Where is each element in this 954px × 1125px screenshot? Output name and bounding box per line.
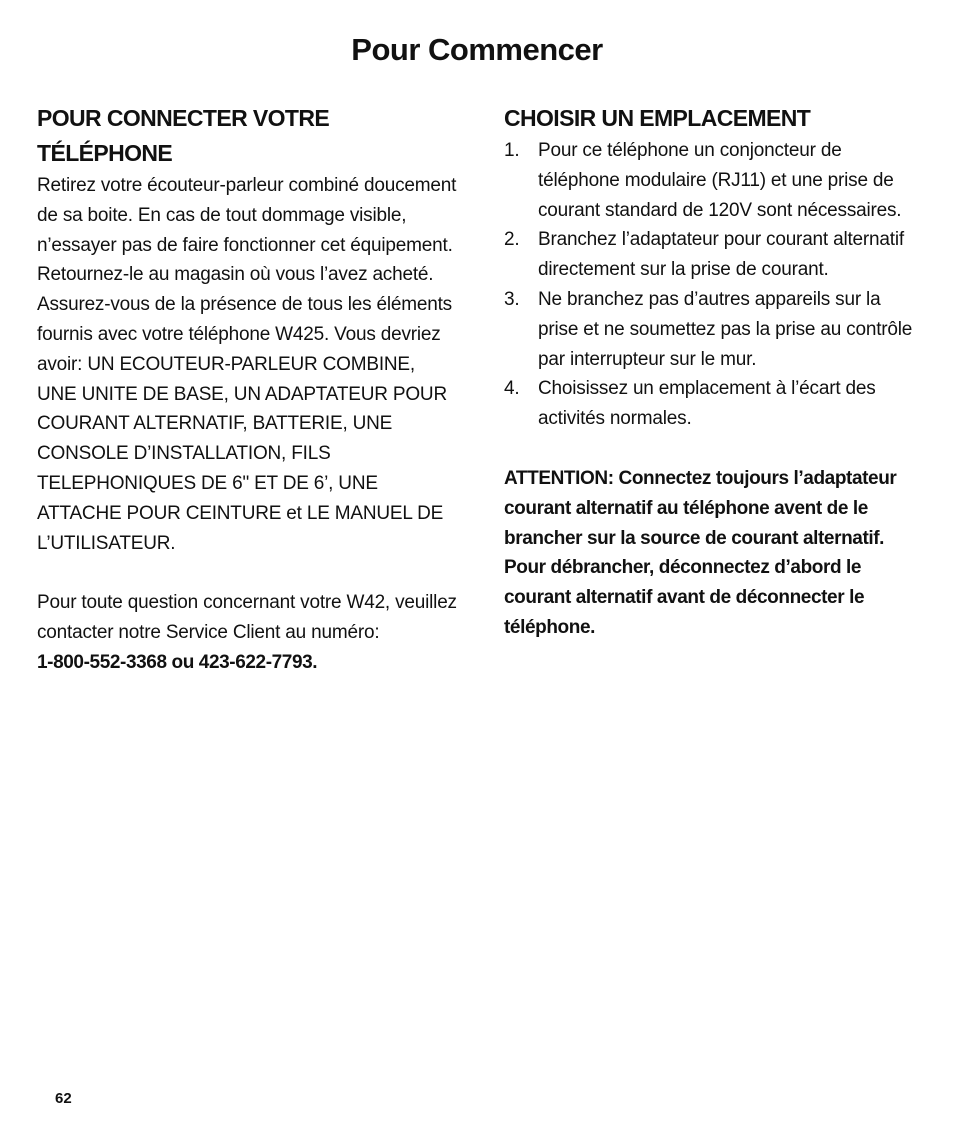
left-column	[37, 101, 457, 678]
heading-line-1: POUR CONNECTER VOTRE	[37, 105, 330, 131]
spacer	[504, 434, 924, 464]
list-item	[504, 136, 924, 225]
list-item-text: Pour ce téléphone un conjoncteur de téléphone modulaire (RJ11) et une prise de courant standard de 120V sont nécessaires.	[538, 140, 902, 221]
attention-warning: ATTENTION: Connectez toujours l’adaptateur courant alternatif au téléphone avent de le brancher sur la source de courant alternatif. Pour débrancher, déconnectez d’abord le courant alternatif avant de déconnecter le téléphone.	[504, 467, 897, 638]
list-item	[504, 374, 924, 434]
list-item-number: 2.	[504, 229, 520, 251]
list-item	[504, 225, 924, 285]
section-heading-connect	[37, 101, 457, 171]
list-item-number: 3.	[504, 288, 520, 310]
right-column	[504, 101, 924, 643]
spacer	[37, 558, 457, 588]
section-heading-location: CHOISIR UN EMPLACEMENT	[504, 105, 811, 131]
heading-line-2: TÉLÉPHONE	[37, 140, 173, 166]
location-steps	[504, 136, 924, 434]
list-item	[504, 285, 924, 374]
list-item-number: 1.	[504, 140, 520, 161]
page-number: 62	[55, 1090, 72, 1107]
page-title: Pour Commencer	[351, 32, 603, 67]
list-item-text: Branchez l’adaptateur pour courant alternatif directement sur la prise de courant.	[538, 229, 904, 281]
list-item-text: Ne branchez pas d’autres appareils sur la prise et ne soumettez pas la prise au contrôle par interrupteur sur le mur.	[538, 288, 913, 370]
unpack-paragraph: Retirez votre écouteur-parleur combiné doucement de sa boite. En cas de tout dommage visible, n’essayer pas de faire fonctionner cet équipement. Retournez-le au magasin où vous l’avez acheté.	[37, 175, 457, 286]
phone-numbers: 1-800-552-3368 ou 423-622-7793.	[37, 651, 318, 673]
list-item-number: 4.	[504, 378, 520, 400]
contents-paragraph: Assurez-vous de la présence de tous les éléments fournis avec votre téléphone W425. Vous devriez avoir: UN ECOUTEUR-PARLEUR COMBINE, UNE UNITE DE BASE, UN ADAPTATEUR POUR COURANT ALTERNATIF, BATTERIE, UNE CONSOLE D’INSTALLATION, FILS TELEPHONIQUES DE 6" ET DE 6’, UNE ATTACHE POUR CEINTURE et LE MANUEL DE L’UTILISATEUR.	[37, 294, 452, 554]
list-item-text: Choisissez un emplacement à l’écart des activités normales.	[538, 378, 876, 430]
contact-paragraph: Pour toute question concernant votre W42, veuillez contacter notre Service Client au numéro:	[37, 592, 457, 644]
